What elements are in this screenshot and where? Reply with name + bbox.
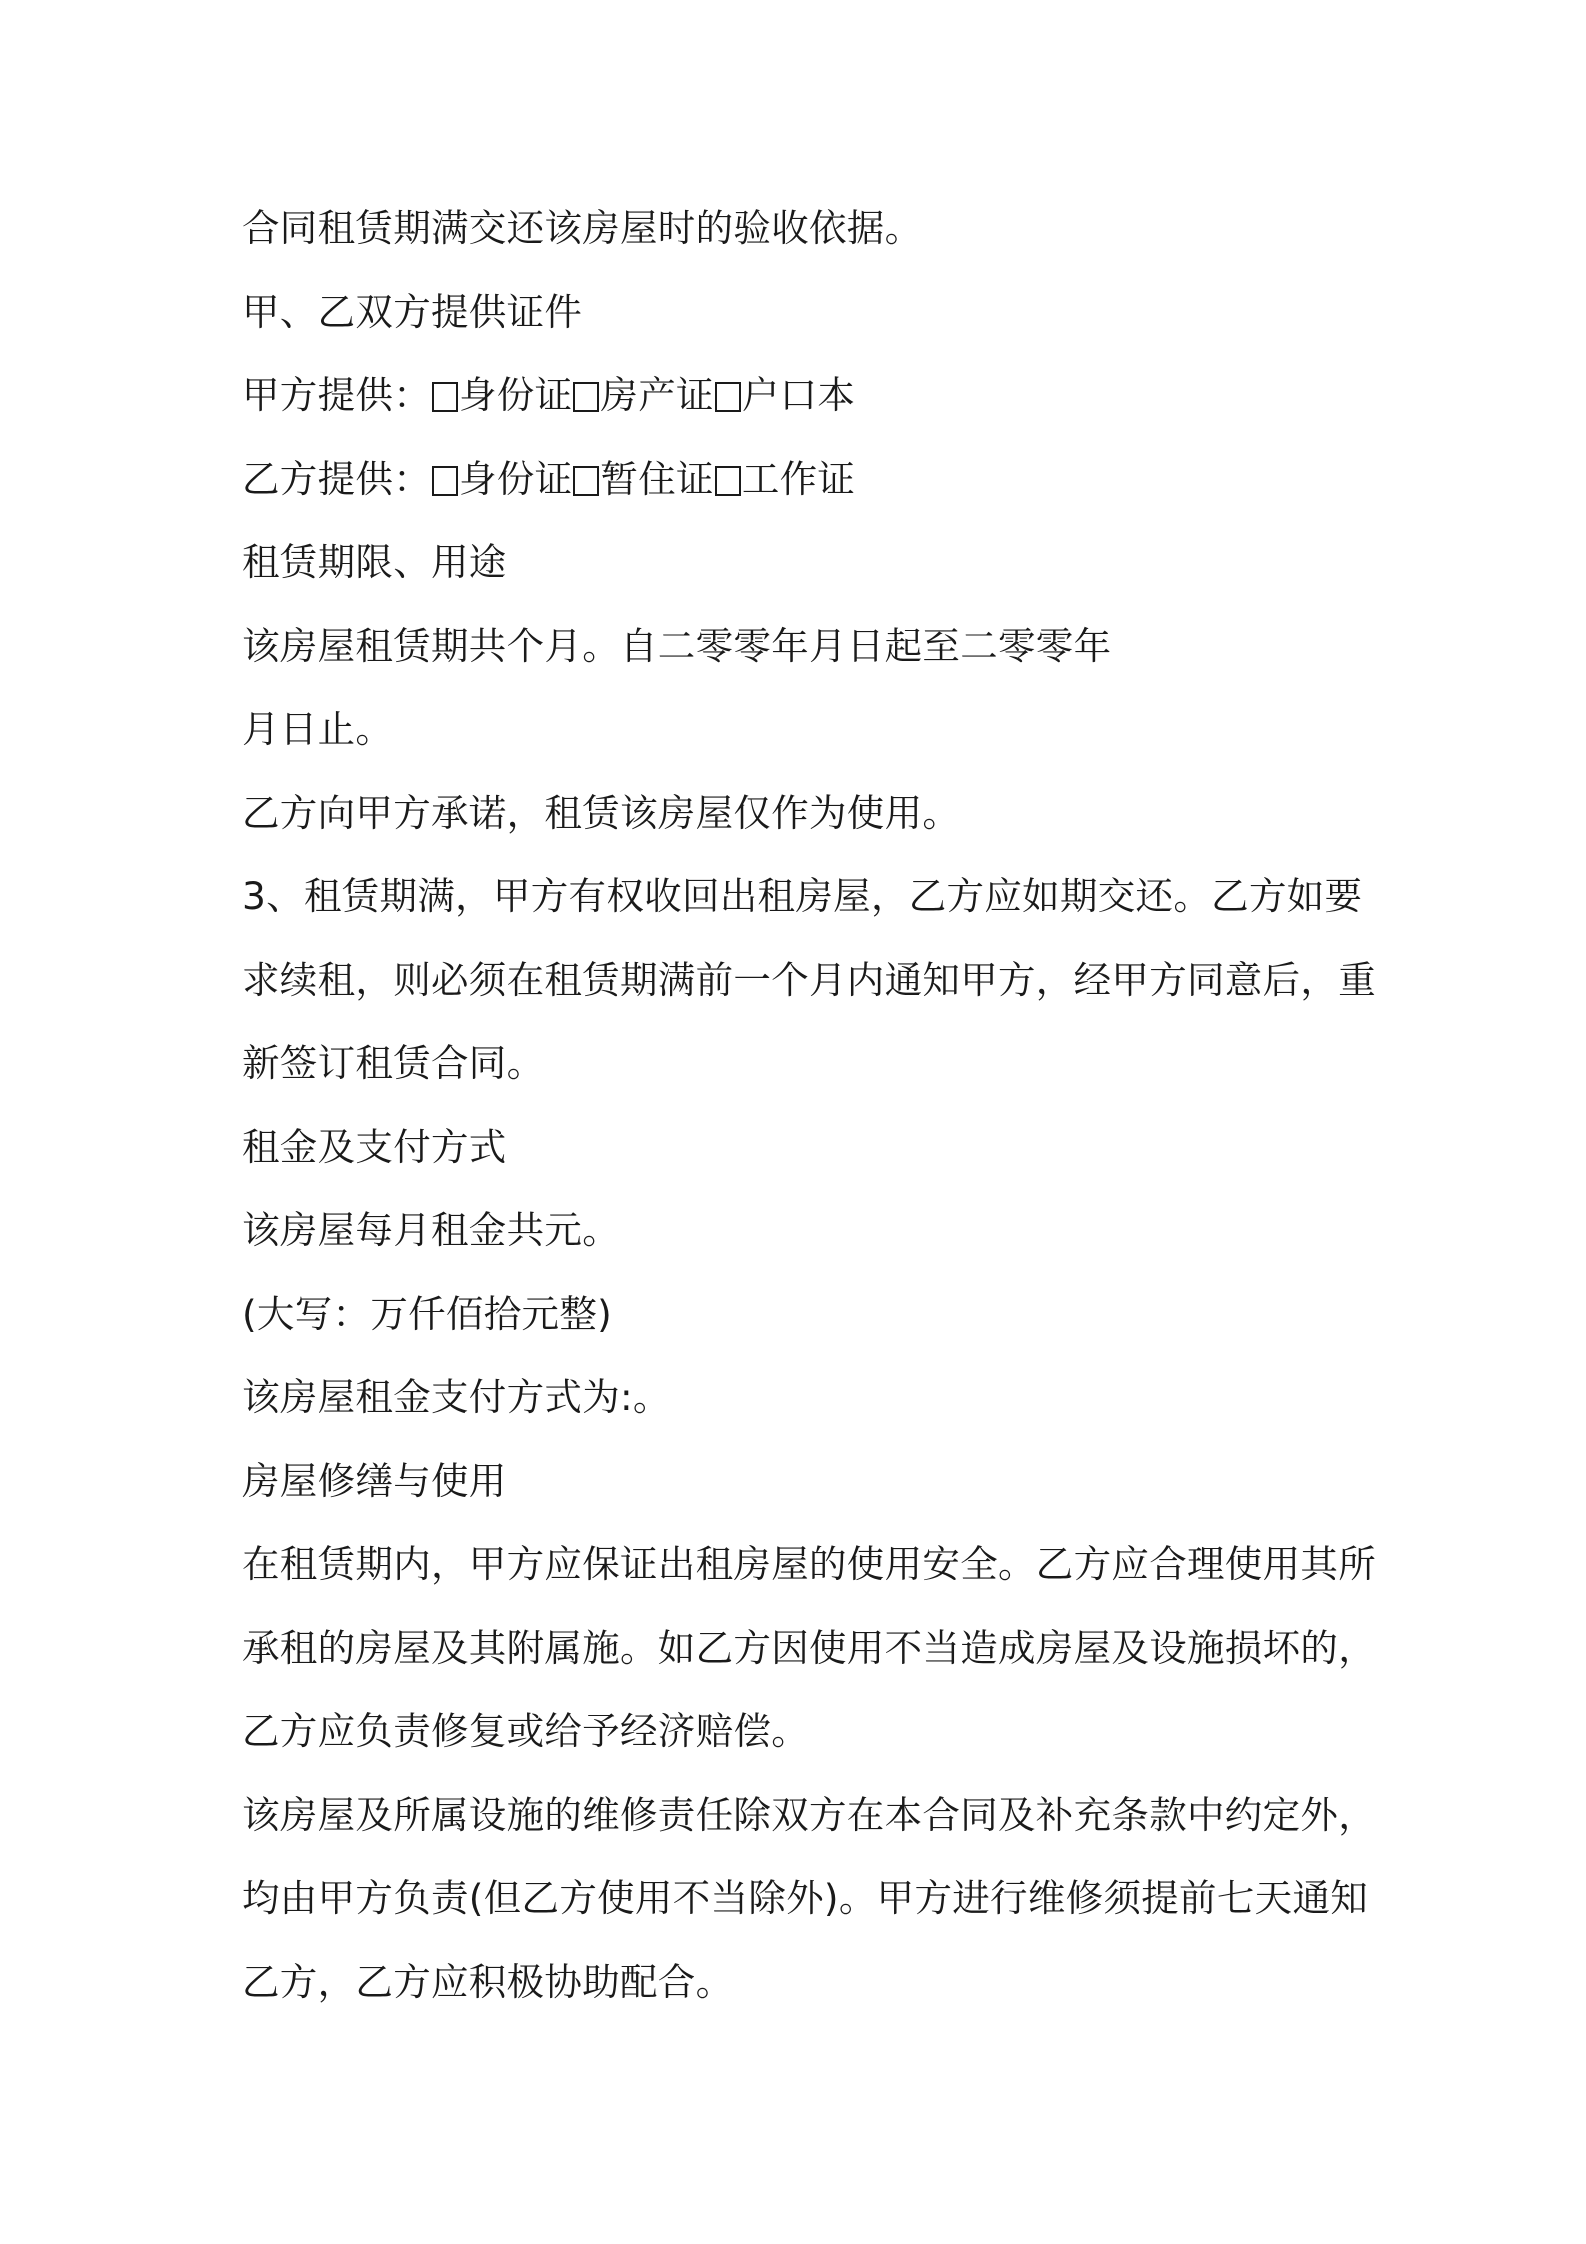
party-b-documents-line [242, 447, 1362, 531]
paragraph-line: 在租赁期内，甲方应保证出租房屋的使用安全。乙方应合理使用其所 [242, 1542, 1376, 1586]
section-heading: 租金及支付方式 [242, 1124, 507, 1169]
paragraph-line: 3、租赁期满，甲方有权收回出租房屋，乙方应如期交还。乙方如要 [242, 874, 1363, 918]
checkbox[interactable] [715, 466, 741, 496]
checkbox-label: 房产证 [600, 373, 714, 417]
paragraph-line: 新签订租赁合同。 [242, 1041, 545, 1085]
document-body [242, 196, 1376, 2033]
party-a-documents-line [242, 363, 1362, 447]
checkbox[interactable] [432, 382, 458, 412]
checkbox[interactable] [573, 466, 599, 496]
paragraph-line: 承租的房屋及其附属施。如乙方因使用不当造成房屋及设施损坏的， [242, 1625, 1376, 1670]
paragraph-line: 乙方应负责修复或给予经济赔偿。 [242, 1709, 809, 1753]
section-heading: 房屋修缮与使用 [242, 1458, 507, 1503]
checkbox[interactable] [715, 382, 741, 412]
paragraph-line: 求续租，则必须在租赁期满前一个月内通知甲方，经甲方同意后，重 [242, 957, 1376, 1002]
section-heading: 甲、乙双方提供证件 [242, 289, 583, 334]
checkbox-label: 身份证 [459, 456, 573, 501]
checkbox[interactable] [573, 382, 599, 412]
paragraph-line: 该房屋租金支付方式为:。 [242, 1375, 671, 1419]
paragraph-line: 合同租赁期满交还该房屋时的验收依据。 [242, 206, 923, 250]
checkbox-label: 户口本 [741, 373, 856, 417]
party-a-label: 甲方提供： [242, 373, 431, 417]
checkbox-label: 工作证 [741, 456, 856, 501]
paragraph-line: 该房屋及所属设施的维修责任除双方在本合同及补充条款中约定外， [242, 1792, 1376, 1837]
paragraph-line: 月日止。 [242, 707, 394, 751]
paragraph-line: 该房屋租赁期共个月。自二零零年月日起至二零零年 [242, 623, 1112, 668]
paragraph-line: 乙方向甲方承诺，租赁该房屋仅作为使用。 [242, 790, 961, 835]
paragraph-line: (大写：万仟佰拾元整) [242, 1291, 613, 1336]
paragraph-line: 乙方，乙方应积极协助配合。 [242, 1959, 734, 2004]
checkbox[interactable] [432, 466, 458, 496]
section-heading: 租赁期限、用途 [242, 540, 507, 584]
checkbox-label: 暂住证 [600, 456, 714, 501]
checkbox-label: 身份证 [459, 373, 573, 417]
paragraph-line: 均由甲方负责(但乙方使用不当除外)。甲方进行维修须提前七天通知 [242, 1876, 1369, 1920]
paragraph-line: 该房屋每月租金共元。 [242, 1208, 620, 1252]
party-b-label: 乙方提供： [242, 456, 431, 501]
